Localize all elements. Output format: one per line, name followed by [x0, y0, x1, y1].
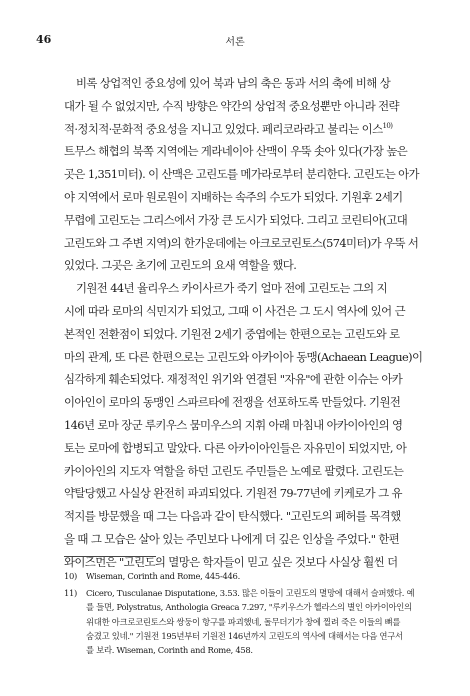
body-line: 트무스 해협의 북쪽 지역에는 게라네이아 산맥이 우뚝 솟아 있다(가장 높은: [64, 144, 408, 159]
footnote-line: Cicero, Tusculanae Disputatione, 3.53. 많은 이들이 고린도의 멸망에 대해서 슬퍼했다. 예: [86, 588, 415, 599]
body-line: 146년 로마 장군 루키우스 뭄미우스의 지휘 아래 마침내 아카이아인의 영: [64, 417, 403, 432]
footnote-text: [86, 586, 425, 657]
footnote-line: Wiseman, Corinth and Rome, 445-446.: [86, 571, 240, 581]
footnote-10: [64, 569, 425, 583]
body-line: 시에 따라 로마의 식민지가 되었고, 그때 이 사건은 그 도시 역사에 있어 근: [64, 303, 405, 318]
footnotes: [64, 569, 425, 657]
body-line: 곳은 1,351미터). 이 산맥은 고린도를 메가라로부터 분리한다. 고린도는 아가: [64, 167, 419, 182]
body-line: 있었다. 그곳은 초기에 고린도의 요새 역할을 했다.: [64, 258, 297, 273]
running-head: 서론: [225, 37, 245, 48]
body-line: 적·정치적·문화적 중요성을 지니고 있었다. 페리코라라고 불리는 이스$^{10)}$: [64, 121, 393, 136]
body-line: 이아인이 로마의 동맹인 스파르타에 전쟁을 선포하도록 만들었다. 기원전: [64, 395, 401, 410]
body-line: 적지를 방문했을 때 그는 다음과 같이 탄식했다. "고린도의 폐허를 목격했: [64, 509, 401, 524]
footnote-number: 10): [64, 571, 78, 581]
body-line: 을 때 그 모습은 살아 있는 주민보다 나에게 더 깊은 인상을 주었다." 한편: [64, 531, 400, 546]
footnote-rule: [64, 556, 156, 557]
footnote-line: 위대한 아크로코린토스와 쌍둥이 항구를 파괴했네, 돌무더기가 창에 찔려 죽은 이들의 뼈를: [86, 616, 401, 627]
body-line: 토는 로마에 합병되고 말았다. 다른 아카이아인들은 자유민이 되었지만, 아: [64, 440, 407, 455]
body-line: 마의 관계, 또 다른 한편으로는 고린도와 아카이아 동맹(Achaean League)이: [64, 349, 423, 364]
page-number: 46: [36, 33, 52, 46]
body-text: [64, 72, 425, 574]
body-line: 비록 상업적인 중요성에 있어 북과 남의 축은 동과 서의 축에 비해 상: [76, 76, 391, 90]
body-line: 심각하게 훼손되었다. 재정적인 위기와 연결된 "자유"에 관한 이슈는 아카: [64, 372, 403, 387]
body-line: 대가 될 수 없었지만, 수직 방향은 약간의 상업적 중요성뿐만 아니라 전략: [64, 98, 399, 113]
body-line: 카이아인의 지도자 역할을 하던 고린도 주민들은 노예로 팔렸다. 고린도는: [64, 463, 404, 478]
body-line: 무렵에 고린도는 그리스에서 가장 큰 도시가 되었다. 그리고 코린티아(고대: [64, 212, 408, 227]
body-line: 고린도와 그 주변 지역)의 한가운데에는 아크로코린토스(574미터)가 우뚝 서: [64, 235, 419, 250]
body-line: 본적인 전환점이 되었다. 기원전 2세기 중엽에는 한편으로는 고린도와 로: [64, 326, 400, 341]
body-line: 야 지역에서 로마 원로원이 지배하는 속주의 수도가 되었다. 기원후 2세기: [64, 189, 403, 204]
footnote-line: 숨겼고 있네." 기원전 195년부터 기원전 146년까지 고린도의 역사에 대해서는 다음 연구서: [86, 630, 403, 641]
body-line: 약탈당했고 사실상 완전히 파괴되었다. 기원전 79-77년에 키케로가 그 유: [64, 486, 402, 501]
footnote-marker-10: 10): [382, 121, 393, 130]
body-line: 기원전 44년 율리우스 카이사르가 죽기 얼마 전에 고린도는 그의 지: [76, 281, 387, 296]
footnote-number: 11): [64, 588, 78, 599]
footnote-line: 를 들면, Polystratus, Anthologia Greaca 7.297, "루키우스가 헬라스의 별인 아카이아인의: [86, 602, 412, 613]
footnote-line: 를 보라. Wiseman, Corinth and Rome, 458.: [86, 644, 253, 655]
footnote-11: [64, 586, 425, 657]
footnote-text: [86, 569, 425, 583]
body-line: 와이즈먼은 "고린도의 멸망은 학자들이 믿고 싶은 것보다 사실상 훨씬 더: [64, 554, 398, 569]
